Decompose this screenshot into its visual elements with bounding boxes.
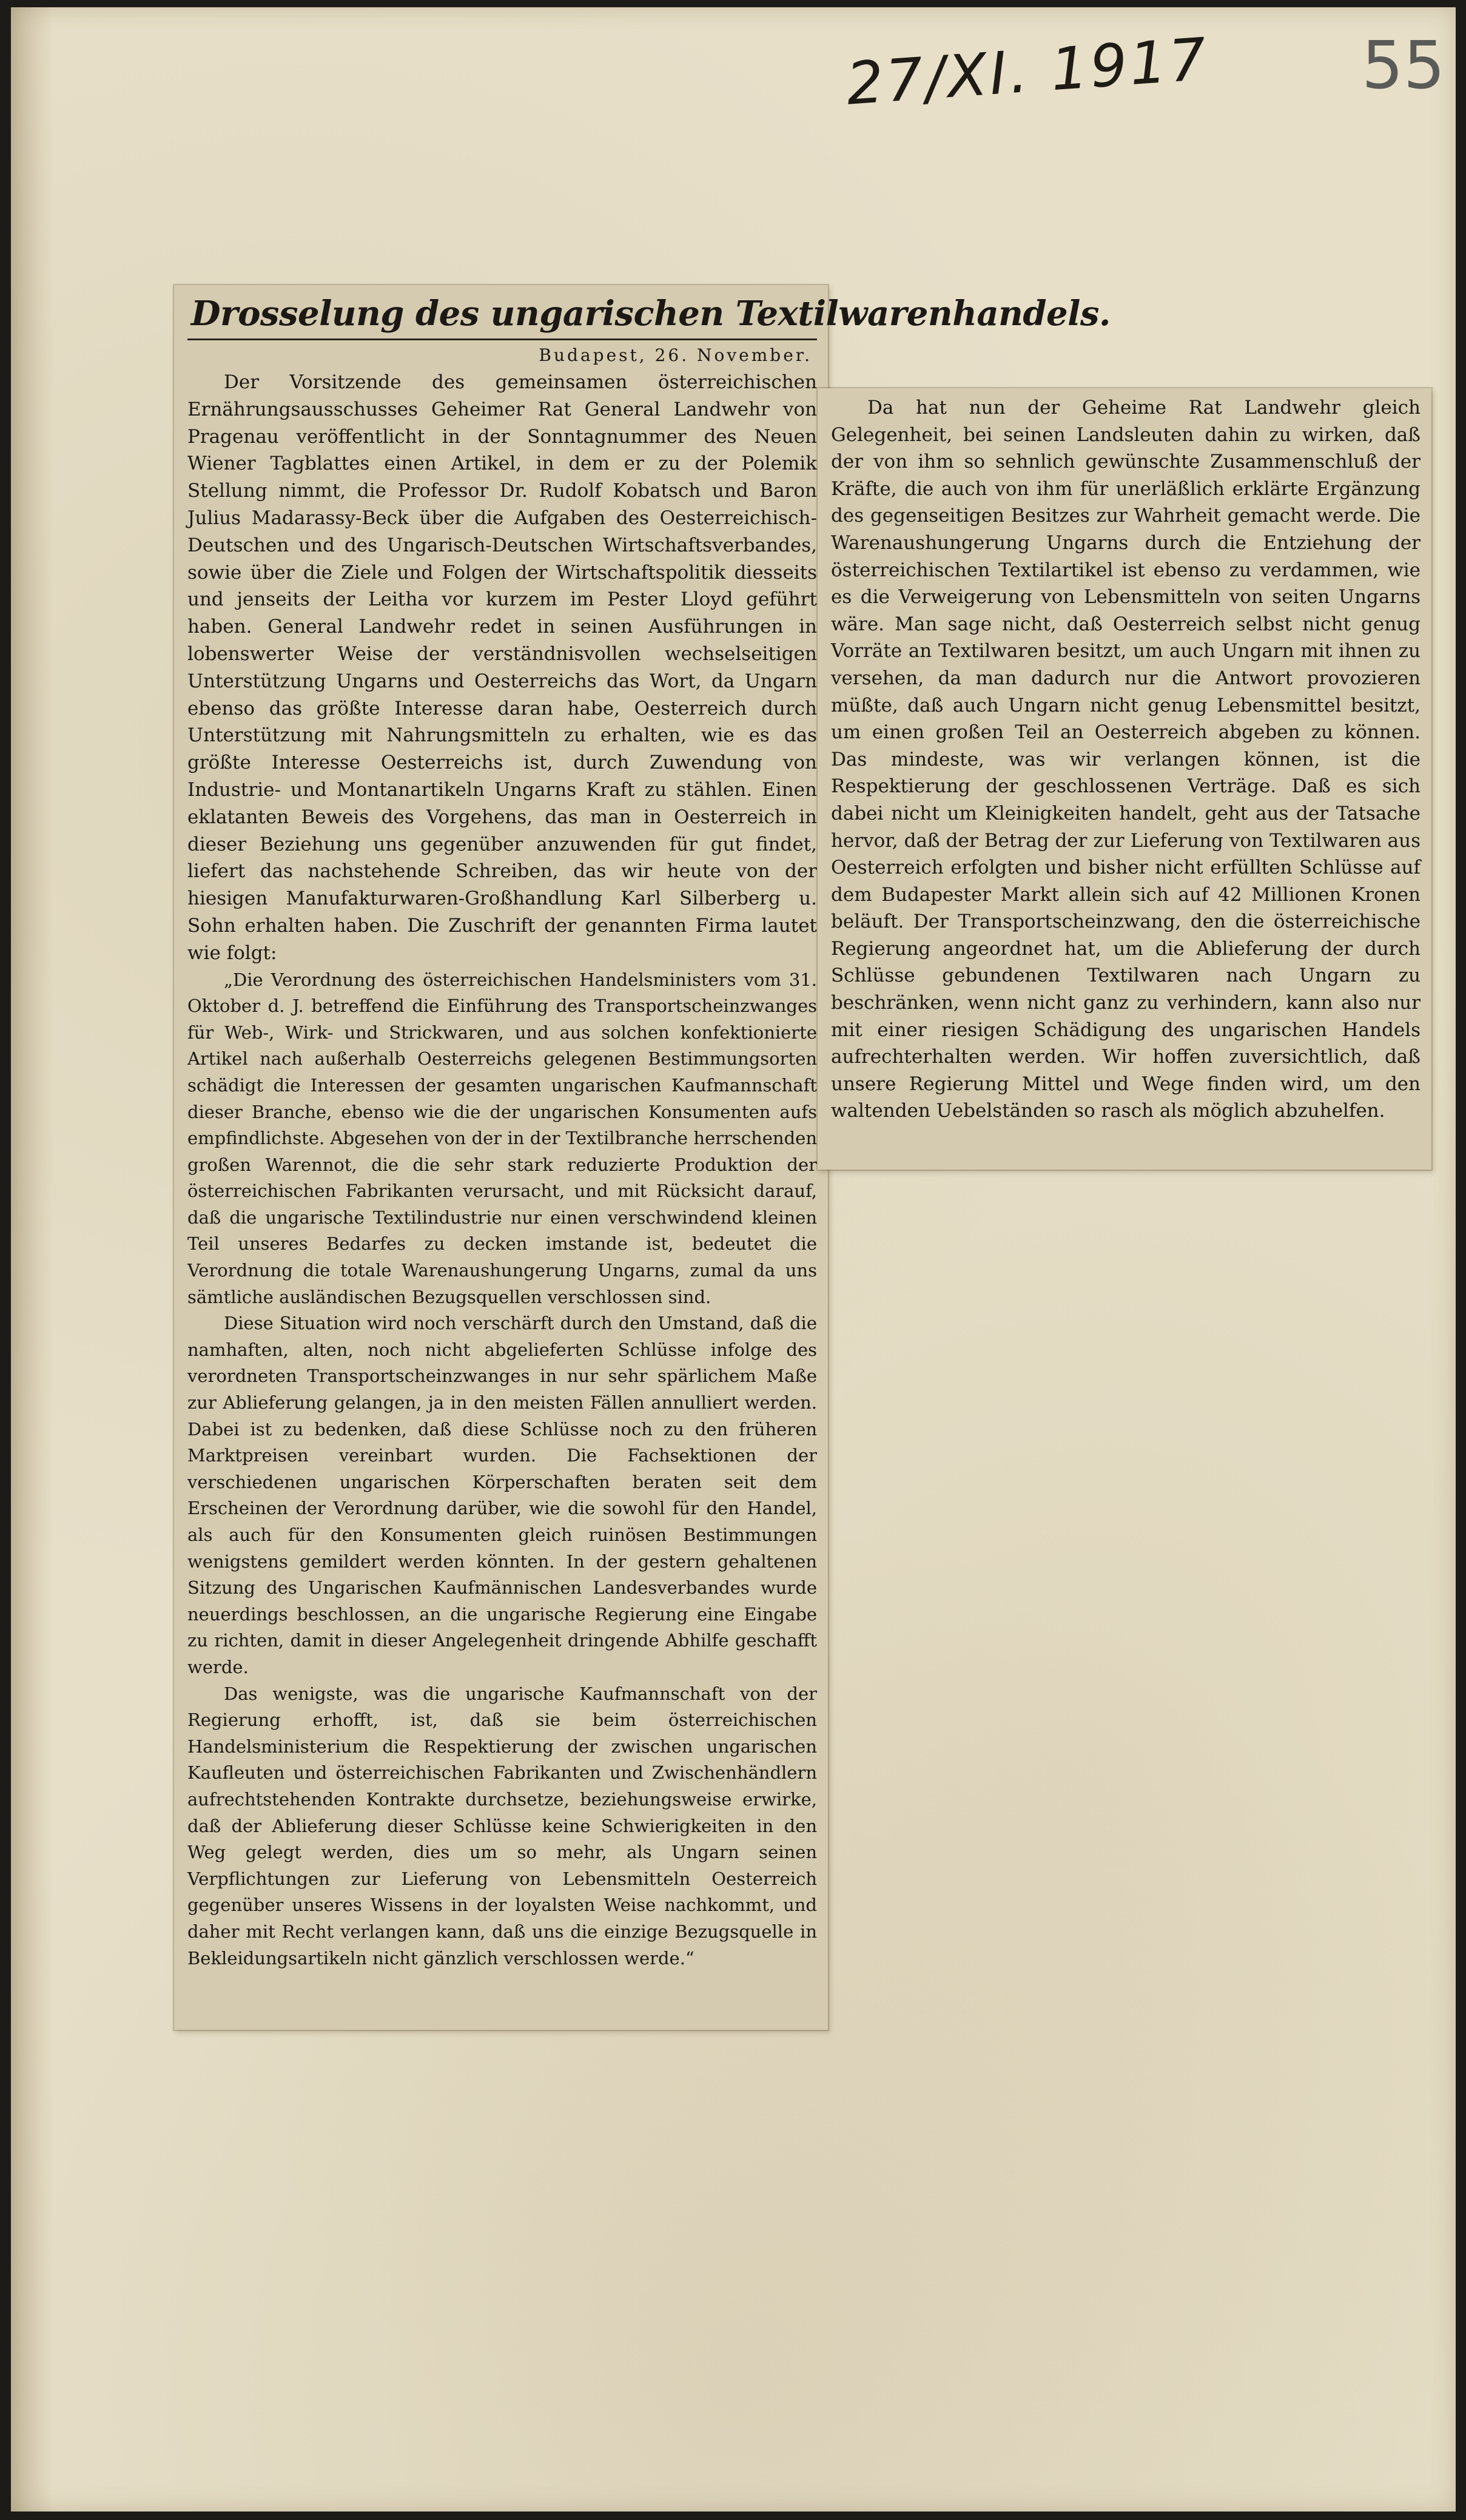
article-paragraph: „Die Verordnung des österreichischen Handelsministers vom 31. Oktober d. J. betreffend die Einführung des Transportscheinzwanges für Web-, Wirk- und Strickwaren, und aus solchen konfektionierte Artikel nach außerhalb Oesterreichs gelegenen Bestimmungsorten schädigt die Interessen der gesamten ungarischen Kaufmannschaft dieser Branche, ebenso wie die der ungarischen Konsumenten aufs empfindlichste. Abgesehen von der in der Textilbranche herrschenden großen Warennot, die die sehr stark reduzierte Produktion der österreichischen Fabrikanten verursacht, und mit Rücksicht darauf, daß die ungarische Textilindustrie nur einen verschwindend kleinen Teil unseres Bedarfes zu decken imstande ist, bedeutet die Verordnung die totale Warenaushungerung Ungarns, zumal da uns sämtliche ausländischen Bezugsquellen verschlossen sind. (187, 969, 817, 1307)
article-dateline: Budapest, 26. November. (539, 345, 812, 365)
folio-number: 55 (1362, 28, 1445, 104)
clipping-main-text (187, 291, 1111, 1972)
page-edge-shadow (11, 7, 53, 2512)
newspaper-clipping-main (174, 285, 1111, 2030)
article-continuation-paragraph: Da hat nun der Geheime Rat Landwehr gleich Gelegenheit, bei seinen Landsleuten dahin zu wirken, daß der von ihm so sehnlich gewünschte Zusammenschluß der Kräfte, die auch von ihm für unerläßlich erklärte Ergänzung des gegenseitigen Besitzes zur Wahrheit gemacht werde. Die Warenaushungerung Ungarns durch die Entziehung der österreichischen Textilartikel ist ebenso zu verdammen, wie es die Verweigerung von Lebensmitteln von seiten Ungarns wäre. Man sage nicht, daß Oesterreich selbst nicht genug Vorräte an Textilwaren besitzt, um auch Ungarn mit ihnen zu versehen, da man dadurch nur die Antwort provozieren müßte, daß auch Ungarn nicht genug Lebensmittel besitzt, um einen großen Teil an Oesterreich abgeben zu können. Das mindeste, was wir verlangen können, ist die Respektierung der geschlossenen Verträge. Daß es sich dabei nicht um Kleinigkeiten handelt, geht aus der Tatsache hervor, daß der Betrag der zur Lieferung von Textilwaren aus Oesterreich erfolgten und bisher nicht erfüllten Schlüsse auf dem Budapester Markt allein sich auf 42 Millionen Kronen beläuft. Der Transportscheinzwang, den die österreichische Regierung angeordnet hat, um die Ablieferung der durch Schlüsse gebundenen Textilwaren nach Ungarn zu beschränken, wenn nicht ganz zu verhindern, kann also nur mit einer riesigen Schädigung des ungarischen Handels aufrechterhalten werden. Wir hoffen zuversichtlich, daß unsere Regierung Mittel und Wege finden wird, um den waltenden Uebelständen so rasch als möglich abzuhelfen. (831, 397, 1421, 1122)
article-paragraph: Diese Situation wird noch verschärft durch den Umstand, daß die namhaften, alten, noch nicht abgelieferten Schlüsse infolge des verordneten Transportscheinzwanges in nur sehr spärlichem Maße zur Ablieferung gelangen, ja in den meisten Fällen annulliert werden. Dabei ist zu bedenken, daß diese Schlüsse noch zu den früheren Marktpreisen vereinbart wurden. Die Fachsektionen der verschiedenen ungarischen Körperschaften beraten seit dem Erscheinen der Verordnung darüber, wie die sowohl für den Handel, als auch für den Konsumenten gleich ruinösen Bestimmungen wenigstens gemildert werden könnten. In der gestern gehaltenen Sitzung des Ungarischen Kaufmännischen Landesverbandes wurde neuerdings beschlossen, an die ungarische Regierung eine Eingabe zu richten, damit in dieser Angelegenheit dringende Abhilfe geschafft werde. (187, 1313, 817, 1677)
handwritten-date: 27/XI. 1917 (844, 25, 1211, 118)
clipping-continuation-text (831, 394, 1421, 1125)
article-headline: Drosselung des ungarischen Textilwarenhandels. (187, 291, 817, 340)
newspaper-clipping-continuation (818, 388, 1431, 1170)
article-paragraph: Der Vorsitzende des gemeinsamen österreichischen Ernährungsausschusses Geheimer Rat General Landwehr von Pragenau veröffentlicht in der Sonntagnummer des Neuen Wiener Tagblattes einen Artikel, in dem er zu der Polemik Stellung nimmt, die Professor Dr. Rudolf Kobatsch und Baron Julius Madarassy-Beck über die Aufgaben des Oesterreichisch-Deutschen und des Ungarisch-Deutschen Wirtschaftsverbandes, sowie über die Ziele und Folgen der Wirtschaftspolitik diesseits und jenseits der Leitha vor kurzem im Pester Lloyd geführt haben. General Landwehr redet in seinen Ausführungen in lobenswerter Weise der verständnisvollen wechselseitigen Unterstützung Ungarns und Oesterreichs das Wort, da Ungarn ebenso das größte Interesse daran habe, Oesterreich durch Unterstützung mit Nahrungsmitteln zu erhalten, wie es das größte Interesse Oesterreichs ist, durch Zuwendung von Industrie- und Montanartikeln Ungarns Kraft zu stählen. Einen eklatanten Beweis des Vorgehens, das man in Oesterreich in dieser Beziehung uns gegenüber anzuwenden für gut findet, liefert das nachstehende Schreiben, das wir heute von der hiesigen Manufakturwaren-Großhandlung Karl Silberberg u. Sohn erhalten haben. Die Zuschrift der genannten Firma lautet wie folgt: (187, 371, 817, 964)
article-paragraph: Das wenigste, was die ungarische Kaufmannschaft von der Regierung erhofft, ist, daß sie beim österreichischen Handelsministerium die Respektierung der zwischen ungarischen Kaufleuten und österreichischen Fabrikanten und Zwischenhändlern aufrechtstehenden Kontrakte durchsetze, beziehungsweise erwirke, daß der Ablieferung dieser Schlüsse keine Schwierigkeiten in den Weg gelegt werden, dies um so mehr, als Ungarn seinen Verpflichtungen zur Lieferung von Lebensmitteln Oesterreich gegenüber unseres Wissens in der loyalsten Weise nachkommt, und daher mit Recht verlangen kann, daß uns die einzige Bezugsquelle in Bekleidungsartikeln nicht gänzlich verschlossen werde.“ (187, 1683, 817, 1969)
